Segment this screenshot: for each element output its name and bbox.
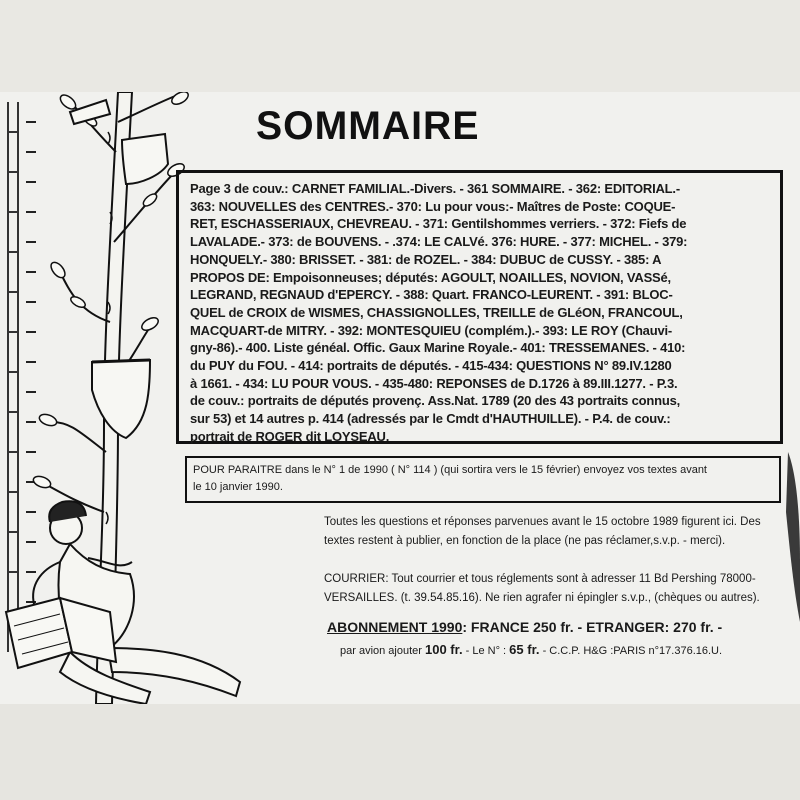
shield-icon (122, 134, 168, 184)
summary-line: LEGRAND, REGNAUD d'EPERCY. - 388: Quart. FRANCO-LEURENT. - 391: BLOC- (190, 287, 673, 303)
summary-box (176, 170, 783, 444)
summary-line: sur 53) et 14 autres p. 414 (adressés par le Cmdt d'HAUTHUILLE). - P.4. de couv.: (190, 411, 671, 427)
summary-line: RET, ESCHASSERIAUX, CHEVREAU. - 371: Gentilshommes verriers. - 372: Fiefs de (190, 216, 687, 232)
summary-line: MACQUART-de MITRY. - 392: MONTESQUIEU (complém.).- 393: LE ROY (Chauvi- (190, 322, 673, 338)
subscription-prices: : FRANCE 250 fr. - ETRANGER: 270 fr. - (462, 619, 723, 635)
summary-line: de couv.: portraits de députés provenç. Ass.Nat. 1789 (20 des 43 portraits connus, (190, 393, 681, 409)
airmail-label: par avion ajouter (340, 645, 425, 657)
subscription-line (327, 618, 722, 636)
page-title: SOMMAIRE (256, 104, 480, 148)
issue-price: 65 fr. (509, 642, 540, 657)
subscription-label: ABONNEMENT 1990 (327, 619, 463, 635)
paragraph-line: textes restent à publier, en fonction de la place (ne pas réclamer,s.v.p. - merci). (324, 535, 726, 547)
courrier-paragraph (324, 570, 760, 608)
notice-line: POUR PARAITRE dans le N° 1 de 1990 ( N° 114 ) (qui sortira vers le 15 février) envoyez vos textes avant (193, 464, 707, 476)
airmail-price: 100 fr. (425, 642, 463, 657)
notice-line: le 10 janvier 1990. (193, 481, 283, 493)
ccp-info: - C.C.P. H&G :PARIS n°17.376.16.U. (539, 645, 723, 657)
paragraph-line: COURRIER: Tout courrier et tous réglements sont à adresser 11 Bd Pershing 78000- (324, 573, 756, 585)
summary-line: Page 3 de couv.: CARNET FAMILIAL.-Divers. - 361 SOMMAIRE. - 362: EDITORIAL.- (190, 181, 680, 196)
summary-line: portrait de ROGER dit LOYSEAU. (190, 428, 390, 444)
summary-line: 363: NOUVELLES des CENTRES.- 370: Lu pour vous:- Maîtres de Poste: COQUE- (190, 198, 676, 214)
subscription-details (340, 640, 722, 661)
summary-line: QUEL de CROIX de WISMES, CHASSIGNOLLES, TREILLE de GLéON, FRANCOUL, (190, 304, 683, 320)
facing-page-bottom (0, 704, 800, 800)
issue-label: - Le N° : (462, 645, 510, 657)
summary-line: PROPOS DE: Empoisonneuses; députés: AGOULT, NOAILLES, NOVION, VASSé, (190, 269, 671, 285)
summary-line: du PUY du FOU. - 414: portraits de députés. - 415-434: QUESTIONS N° 89.IV.1280 (190, 358, 672, 374)
shield-icon (92, 360, 150, 438)
notice-box (185, 456, 781, 503)
deadline-paragraph (324, 513, 761, 551)
summary-line: gny-86).- 400. Liste généal. Offic. Gaux Marine Royale.- 401: TRESSEMANES. - 410: (190, 340, 686, 356)
open-book-icon (6, 598, 116, 668)
summary-line: à 1661. - 434: LU POUR VOUS. - 435-480: REPONSES de D.1726 à 89.III.1277. - P.3. (190, 375, 678, 391)
paragraph-line: VERSAILLES. (t. 39.54.85.16). Ne rien agrafer ni épingler s.v.p., (chèques ou autres). (324, 592, 760, 604)
paragraph-line: Toutes les questions et réponses parvenues avant le 15 octobre 1989 figurent ici. Des (324, 516, 761, 528)
facing-page-top (0, 0, 800, 92)
border-pattern-icon (8, 102, 18, 652)
summary-line: HONQUELY.- 380: BRISSET. - 381: de ROZEL. - 384: DUBUC de CUSSY. - 385: A (190, 251, 662, 267)
summary-line: LAVALADE.- 373: de BOUVENS. - .374: LE CALVé. 376: HURE. - 377: MICHEL. - 379: (190, 234, 688, 250)
